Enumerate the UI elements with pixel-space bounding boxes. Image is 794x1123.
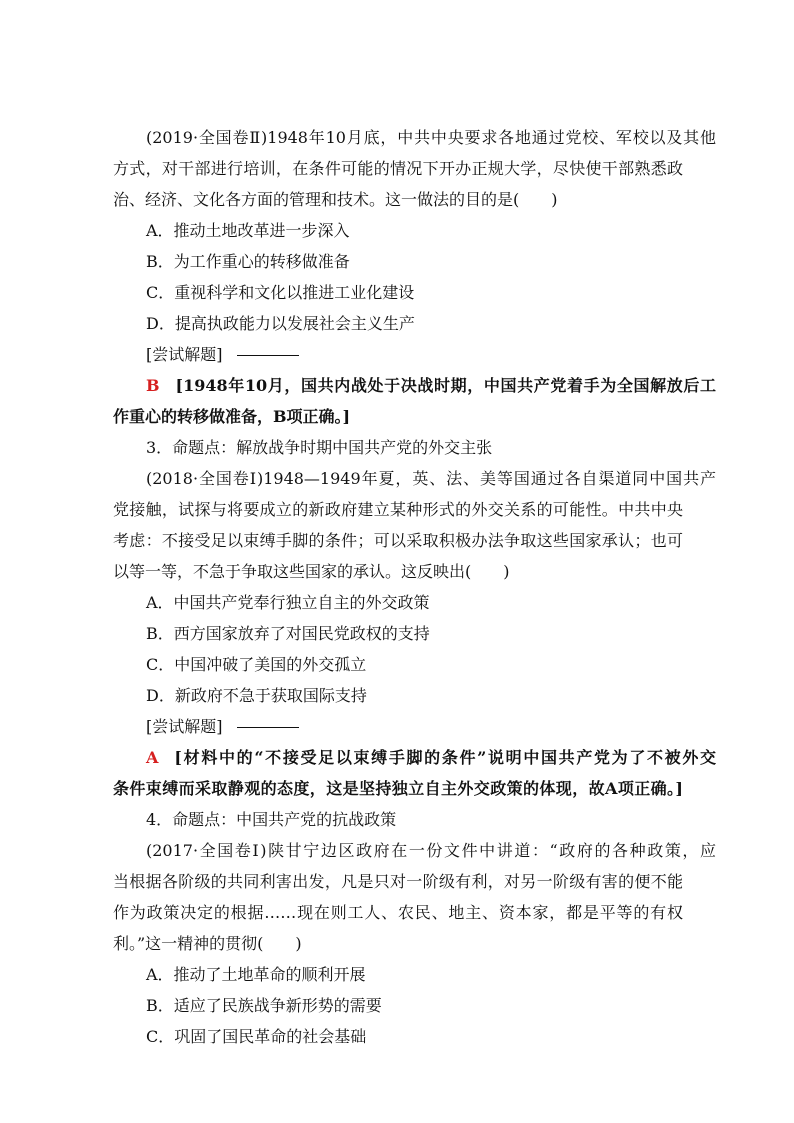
q2-stem-line-2: 方式，对干部进行培训，在条件可能的情况下开办正规大学，尽快使干部熟悉政: [113, 159, 683, 178]
q3-option-c: C．中国冲破了美国的外交孤立: [146, 655, 367, 674]
q4-option-a: A．推动了土地革命的顺利开展: [146, 965, 366, 984]
q3-stem-line-2: 党接触，试探与将要成立的新政府建立某种形式的外交关系的可能性。中共中央: [113, 500, 683, 519]
q4-option-c: C．巩固了国民革命的社会基础: [146, 1027, 367, 1046]
q3-option-b: B．西方国家放弃了对国民党政权的支持: [146, 624, 430, 643]
q3-answer-line-1: [146, 742, 716, 773]
q3-heading: 3．命题点：解放战争时期中国共产党的外交主张: [146, 438, 493, 457]
q2-answer-text-1: [1948年10月，国共内战处于决战时期，中国共产党着手为全国解放后工: [175, 376, 716, 395]
q3-answer-letter: A: [146, 748, 159, 767]
q2-option-b: B．为工作重心的转移做准备: [146, 252, 350, 271]
q2-option-c: C．重视科学和文化以推进工业化建设: [146, 283, 415, 302]
q2-option-d: D．提高执政能力以发展社会主义生产: [146, 314, 415, 333]
q2-stem-line-3: 治、经济、文化各方面的管理和技术。这一做法的目的是( ): [113, 190, 558, 209]
q3-try-label: [尝试解题]: [146, 717, 223, 736]
q3-option-a: A．中国共产党奉行独立自主的外交政策: [146, 593, 430, 612]
q2-answer-line-1: [146, 370, 716, 401]
q2-answer-letter: B: [146, 376, 160, 395]
q3-stem-line-1: (2018·全国卷Ⅰ)1948—1949年夏，英、法、美等国通过各自渠道同中国共产: [146, 469, 716, 488]
q3-answer-line-2: 条件束缚而采取静观的态度，这是坚持独立自主外交政策的体现，故A项正确。]: [113, 779, 683, 798]
q3-stem-line-4: 以等一等，不急于争取这些国家的承认。这反映出( ): [113, 562, 510, 581]
q3-answer-text-1: [材料中的“不接受足以束缚手脚的条件”说明中国共产党为了不被外交: [174, 748, 716, 767]
q2-try-solve: [146, 339, 716, 370]
q4-stem-line-4: 利。”这一精神的贯彻( ): [113, 934, 302, 953]
q4-stem-line-2: 当根据各阶级的共同利害出发，凡是只对一阶级有利，对另一阶级有害的便不能: [113, 872, 683, 891]
q2-answer-blank: [237, 354, 299, 356]
q3-answer-blank: [237, 726, 299, 728]
q2-option-a: A．推动土地改革进一步深入: [146, 221, 350, 240]
q4-heading: 4．命题点：中国共产党的抗战政策: [146, 810, 397, 829]
q2-try-label: [尝试解题]: [146, 345, 223, 364]
q4-stem-line-3: 作为政策决定的根据……现在则工人、农民、地主、资本家，都是平等的有权: [113, 903, 683, 922]
q2-answer-line-2: 作重心的转移做准备，B项正确。]: [113, 407, 351, 426]
q3-try-solve: [146, 711, 716, 742]
q2-stem-line-1: (2019·全国卷Ⅱ)1948年10月底，中共中央要求各地通过党校、军校以及其他: [146, 128, 716, 147]
q3-stem-line-3: 考虑：不接受足以束缚手脚的条件；可以采取积极办法争取这些国家承认；也可: [113, 531, 683, 550]
q4-option-b: B．适应了民族战争新形势的需要: [146, 996, 382, 1015]
q4-stem-line-1: (2017·全国卷Ⅰ)陕甘宁边区政府在一份文件中讲道：“政府的各种政策，应: [146, 841, 716, 860]
q3-option-d: D．新政府不急于获取国际支持: [146, 686, 367, 705]
